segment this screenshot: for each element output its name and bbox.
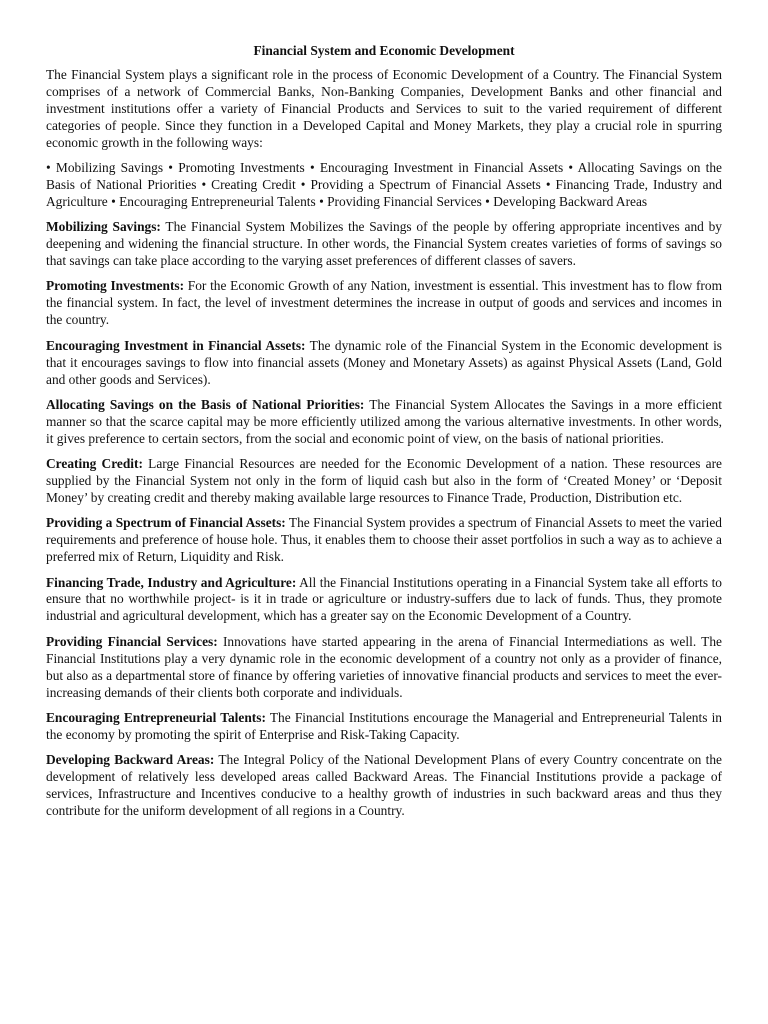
section-allocating-savings bbox=[46, 397, 722, 448]
section-heading: Mobilizing Savings: bbox=[46, 219, 161, 235]
section-heading: Providing a Spectrum of Financial Assets: bbox=[46, 515, 286, 531]
section-encouraging-investment bbox=[46, 338, 722, 389]
section-heading: Promoting Investments: bbox=[46, 278, 185, 294]
section-heading: Financing Trade, Industry and Agriculture: bbox=[46, 574, 297, 590]
section-spectrum-financial-assets bbox=[46, 515, 722, 566]
intro-paragraph: The Financial System plays a significant role in the process of Economic Development of a Country. The Financial System comprises of a network of Commercial Banks, Non-Banking Companies, Development Banks and other financial and investment institutions offer a variety of Financial Products and Services to suit to the varied requirement of different categories of people. Since they function in a Developed Capital and Money Markets, they play a crucial role in spurring economic growth in the following ways: bbox=[46, 67, 722, 150]
section-heading: Allocating Savings on the Basis of National Priorities: bbox=[46, 396, 365, 412]
section-text: The Financial Institutions encourage the Managerial and Entrepreneurial Talents in the economy by promoting the spirit of Enterprise and Risk-Taking Capacity. bbox=[46, 709, 723, 742]
section-text: The Financial System Mobilizes the Savings of the people by offering appropriate incentives and by deepening and widening the financial structure. In other words, the Financial System creates varieties of forms of savings so that savings can take place according to the varying asset preferences of different classes of savers. bbox=[46, 219, 723, 269]
section-heading: Developing Backward Areas: bbox=[46, 752, 215, 768]
section-text: The dynamic role of the Financial System in the Economic development is that it encourages savings to flow into financial assets (Money and Monetary Assets) as against Physical Assets (Land, Gold and other goods and Services). bbox=[46, 337, 723, 387]
section-financial-services bbox=[46, 634, 722, 702]
section-entrepreneurial-talents bbox=[46, 710, 722, 744]
section-text: The Integral Policy of the National Development Plans of every Country concentrate on the development of relatively less developed areas called Backward Areas. The Financial Institutions provide a package of services, Infrastructure and Incentives conducive to a healthy growth of industries in such backward areas and thus they contribute for the uniform development of all regions in a Country. bbox=[46, 752, 722, 818]
section-promoting-investments bbox=[46, 278, 722, 329]
section-text: The Financial System provides a spectrum of Financial Assets to meet the varied requirements and preference of house hole. Thus, it enables them to choose their asset portfolios in such a way as to achieve a preferred mix of Return, Liquidity and Risk. bbox=[46, 515, 723, 565]
section-backward-areas bbox=[46, 752, 722, 820]
ways-list-paragraph: • Mobilizing Savings • Promoting Investments • Encouraging Investment in Financial Assets • Allocating Savings on the Basis of National Priorities • Creating Credit • Providing a Spectrum of Financial Assets • Financing Trade, Industry and Agriculture • Encouraging Entrepreneurial Talents • Providing Financial Services • Developing Backward Areas bbox=[46, 160, 722, 209]
section-creating-credit bbox=[46, 456, 722, 507]
section-mobilizing-savings bbox=[46, 219, 722, 270]
section-heading: Encouraging Entrepreneurial Talents: bbox=[46, 709, 266, 725]
section-heading: Encouraging Investment in Financial Assets: bbox=[46, 337, 306, 353]
section-text: Large Financial Resources are needed for the Economic Development of a nation. These resources are supplied by the Financial System not only in the form of liquid cash but also in the form of ‘Created Money’ or ‘Deposit Money’ by creating credit and thereby making available large resources to Finance Trade, Production, Distribution etc. bbox=[46, 456, 722, 505]
section-text: For the Economic Growth of any Nation, investment is essential. This investment has to flow from the financial system. In fact, the level of investment determines the increase in output of goods and services and incomes in the country. bbox=[46, 278, 722, 328]
section-text: The Financial System Allocates the Savings in a more efficient manner so that the scarce capital may be more efficiently utilized among the various alternative investments. In other words, it gives preference to certain sectors, from the social and economic point of view, on the basis of national priorities. bbox=[46, 396, 722, 446]
section-heading: Providing Financial Services: bbox=[46, 633, 218, 649]
section-financing-trade bbox=[46, 575, 722, 626]
section-heading: Creating Credit: bbox=[46, 456, 143, 472]
document-title: Financial System and Economic Development bbox=[253, 43, 515, 58]
section-text: Innovations have started appearing in the arena of Financial Intermediations as well. The Financial Institutions play a very dynamic role in the economic development of a country not only as a provider of finance, but also as a departmental store of finance by offering varieties of innovative financial products and services to meet the ever-increasing demands of their clients both corporate and individuals. bbox=[46, 633, 723, 700]
section-text: All the Financial Institutions operating in a Financial System take all efforts to ensure that no worthwhile project- is it in trade or agriculture or industry-suffers due to lack of funds. Thus, they promote industrial and agricultural development, which has a greater say on the Economic Development of a Country. bbox=[46, 574, 723, 624]
